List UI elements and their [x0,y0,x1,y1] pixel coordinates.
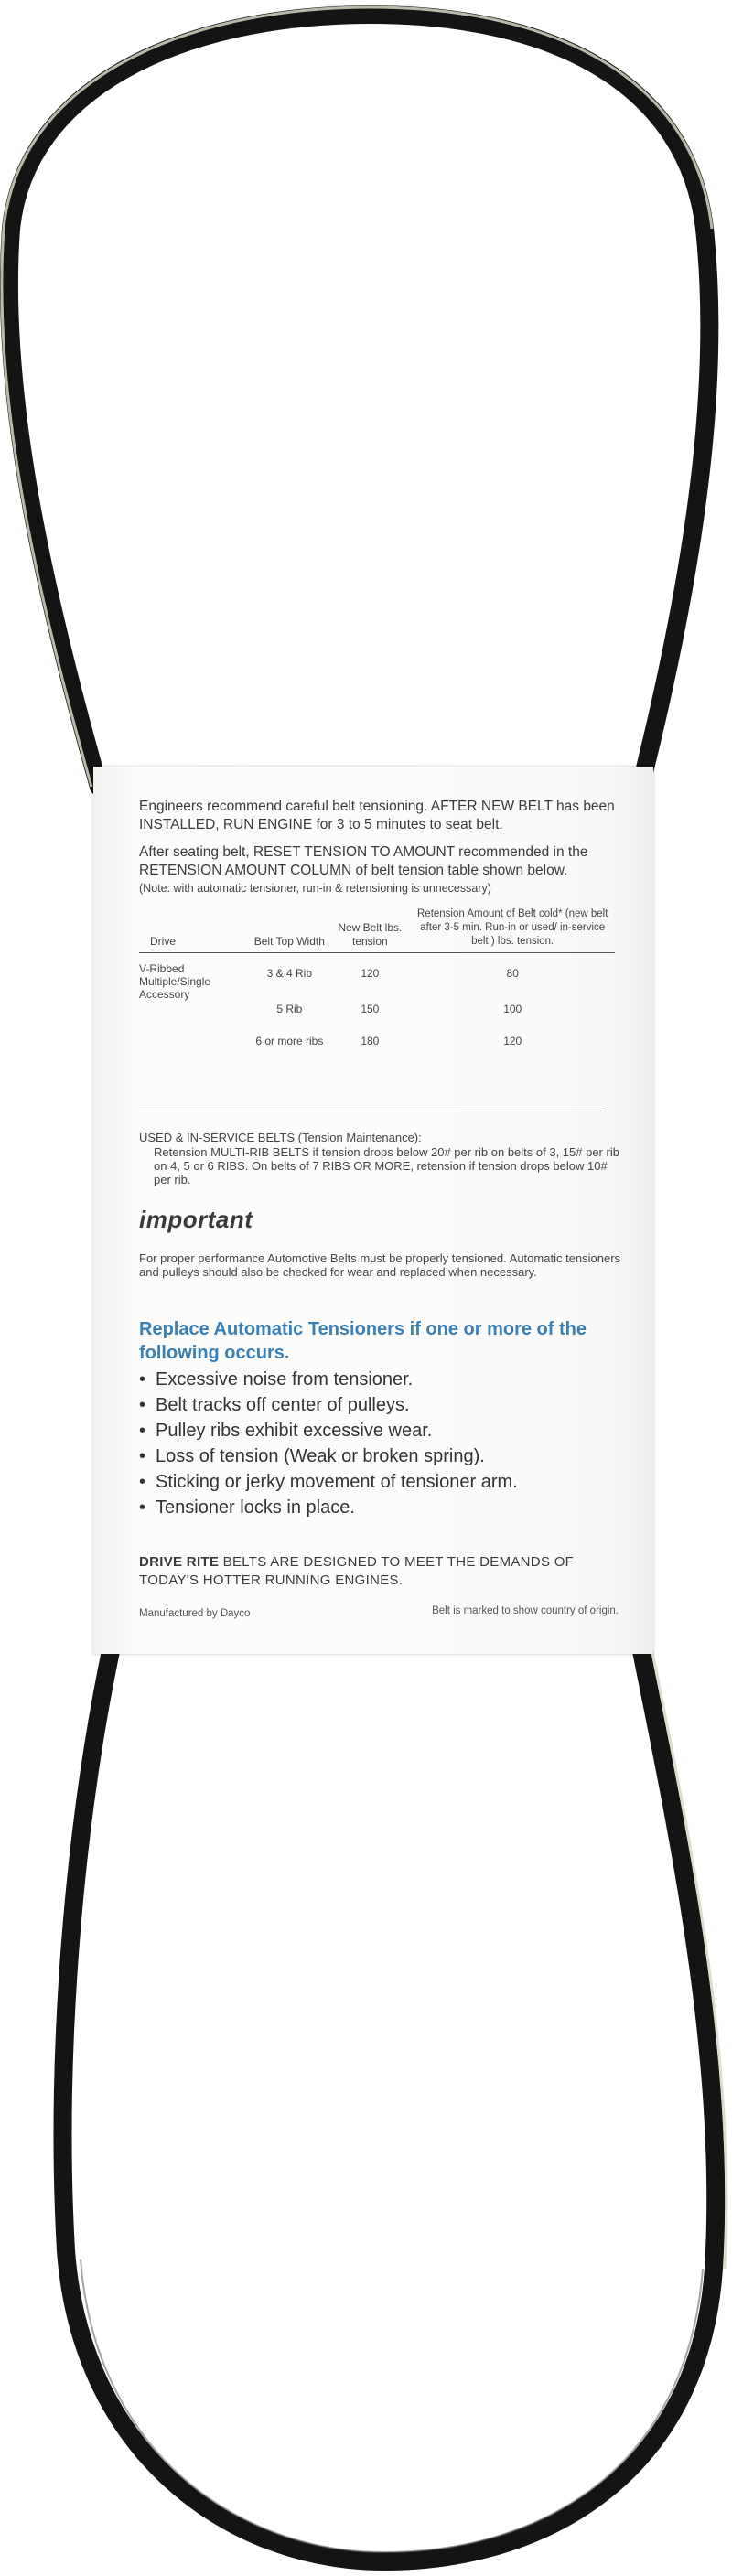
list-item: • Loss of tension (Weak or broken spring). [139,1444,633,1469]
intro-text-1: Engineers recommend careful belt tensioning. AFTER NEW BELT has been INSTALLED, RUN ENGINE for 3 to 5 minutes to seat belt. [139,799,615,832]
row-2-new: 150 [361,1002,380,1015]
manufacturer-note: Manufactured by Dayco [139,1608,251,1619]
row-3-width: 6 or more ribs [255,1034,324,1047]
list-item: • Pulley ribs exhibit excessive wear. [139,1418,633,1444]
row-1-retension: 80 [506,966,519,980]
used-belts-body: Retension MULTI-RIB BELTS if tension drops below 20# per rib on belts of 3, 15# per rib on 4, 5 or 6 RIBS. On belts of 7 RIBS OR MORE, retension if tension drops below 10# per rib. [154,1145,619,1186]
replace-tensioners-heading: Replace Automatic Tensioners if one or more of the following occurs. [139,1319,587,1363]
used-belts-heading: USED & IN-SERVICE BELTS (Tension Maintenance): [139,1131,422,1144]
intro-note: (Note: with automatic tensioner, run-in & retensioning is unnecessary) [139,882,491,895]
header-drive: Drive [139,907,249,953]
list-item: • Belt tracks off center of pulleys. [139,1392,633,1418]
important-title: important [139,1206,253,1233]
list-item: • Sticking or jerky movement of tensioner arm. [139,1469,633,1495]
belt-lower-loop [63,1647,716,2561]
drive-rite-text: BELTS ARE DESIGNED TO MEET THE DEMANDS OF TODAY'S HOTTER RUNNING ENGINES. [139,1554,575,1588]
belt-tension-table [139,907,615,1057]
row-1-width: 3 & 4 Rib [266,966,313,980]
row-3-retension: 120 [503,1034,522,1047]
belt-upper-loop-edge [2,7,712,787]
instruction-sleeve [93,767,653,1654]
drive-rite-brand: DRIVE RITE [139,1554,220,1570]
important-body: For proper performance Automotive Belts must be properly tensioned. Automatic tensioners and pulleys should also be checked for wear and replaced when necessary. [139,1251,621,1279]
row-1-new: 120 [361,966,380,980]
header-retension: Retension Amount of Belt cold* (new belt after 3-5 min. Run-in or used/ in-service belt ) lbs. tension. [410,907,615,953]
drive-rite-statement [139,1553,633,1590]
row-2-width: 5 Rib [276,1002,303,1015]
header-top-width: Belt Top Width [249,907,329,953]
header-new-tension: New Belt lbs. tension [329,907,410,953]
row-3-new: 180 [361,1034,380,1047]
row-2-retension: 100 [503,1002,522,1015]
belt-lower-loop-edge-2 [81,2259,703,2552]
list-item: • Excessive noise from tensioner. [139,1367,633,1392]
belt-upper-loop [9,15,710,787]
origin-note: Belt is marked to show country of origin. [432,1605,619,1616]
tensioner-symptom-list [139,1367,633,1520]
drive-type: V-Ribbed Multiple/Single Accessory [139,962,211,1001]
intro-text-2: After seating belt, RESET TENSION TO AMOUNT recommended in the RETENSION AMOUNT COLUMN of belt tension table shown below. [139,844,588,878]
list-item: • Tensioner locks in place. [139,1495,633,1520]
